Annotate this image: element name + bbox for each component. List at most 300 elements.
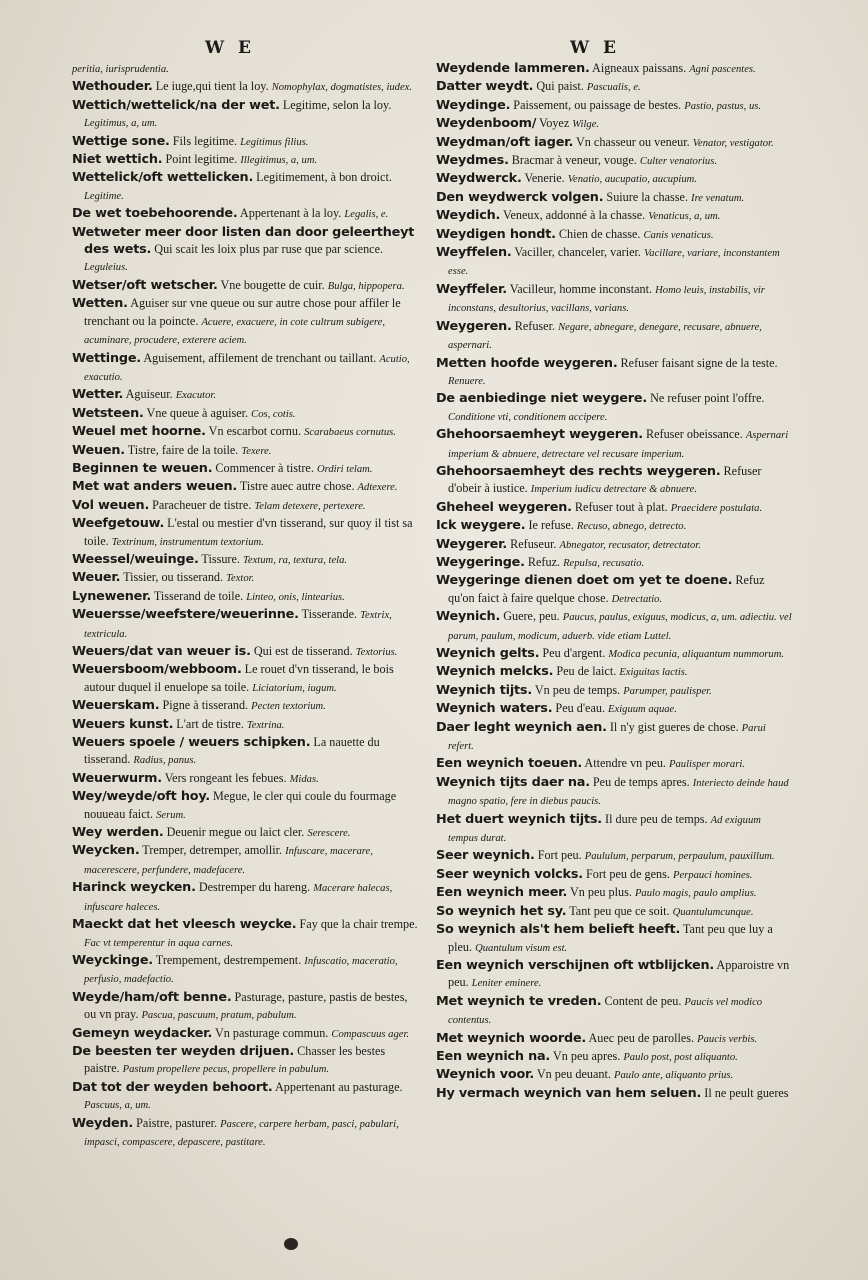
entry-headword: Wettinge. <box>72 350 141 366</box>
entry-headword: Weynich waters. <box>436 701 553 717</box>
dictionary-entry <box>72 169 422 205</box>
running-header-left: W E <box>205 38 255 58</box>
entry-french: Vne queue à aguiser. <box>143 405 252 420</box>
entry-headword: Weynich tijts daer na. <box>436 774 590 790</box>
entry-headword: Weygerer. <box>436 536 508 552</box>
dictionary-entry <box>72 350 422 387</box>
entry-headword: Hy vermach weynich van hem seluen. <box>436 1085 702 1101</box>
dictionary-entry <box>436 572 792 608</box>
entry-french: Tistre auec autre chose. <box>237 479 358 494</box>
entry-headword: Weynich melcks. <box>436 664 554 680</box>
entry-french: Vers rongeant les febues. <box>161 770 290 785</box>
entry-latin: Aspernari imperium & abnuere, detrectare vel recusare imperium. <box>448 430 789 460</box>
entry-latin: Exacutor. <box>175 390 216 402</box>
entry-headword: Wettelick/oft wettelicken. <box>72 170 254 186</box>
entry-headword: Weuerskam. <box>72 698 160 714</box>
entry-latin: Exiguitas lactis. <box>619 667 688 679</box>
entry-latin: Recuso, abnego, detrecto. <box>576 521 687 533</box>
entry-latin: Ire venatum. <box>691 192 745 204</box>
entry-french: Vn peu deuant. <box>534 1067 614 1082</box>
dictionary-entry <box>436 903 792 921</box>
entry-headword: Weyffelen. <box>436 245 512 261</box>
entry-latin: Textum, ra, textura, tela. <box>242 554 348 566</box>
entry-headword: Weydinge. <box>436 97 511 113</box>
dictionary-entry <box>436 993 792 1030</box>
entry-french: Tissier, ou tisserand. <box>120 570 227 585</box>
entry-french: Guere, peu. <box>500 609 563 624</box>
entry-latin: Ordiri telam. <box>316 463 373 475</box>
dictionary-entry <box>436 682 792 700</box>
entry-latin: Pastum propellere pecus, propellere in pabulum. <box>122 1064 330 1076</box>
entry-latin: Praecidere postulata. <box>670 502 763 514</box>
entry-headword: Weydenboom/ <box>436 116 537 132</box>
dictionary-entry <box>436 884 792 902</box>
entry-latin: Imperium iudicu detrectare & abnuere. <box>530 484 697 496</box>
entry-latin: Fac vt temperentur in aqua carnes. <box>84 937 234 949</box>
entry-latin: Midas. <box>289 773 319 785</box>
entry-latin: Venaticus, a, um. <box>648 211 721 223</box>
dictionary-entry <box>72 205 422 223</box>
entry-french: Ie refuse. <box>525 518 577 533</box>
entry-latin: Textorius. <box>355 647 398 658</box>
entry-headword: Weefgetouw. <box>72 516 165 532</box>
entry-french: Aigneaux paissans. <box>589 61 690 75</box>
entry-french: Appertenant à la loy. <box>237 206 345 221</box>
dictionary-entry <box>436 1030 792 1048</box>
dictionary-entry <box>72 460 422 478</box>
dictionary-entry <box>436 1048 792 1066</box>
entry-french: Vacilleur, homme inconstant. <box>506 281 656 296</box>
dictionary-entry <box>72 952 422 989</box>
entry-headword: Weuersse/weefstere/weuerinne. <box>72 607 299 623</box>
entry-latin: Paululum, perparum, perpaulum, pauxillum. <box>584 851 775 863</box>
entry-latin: Pascua, pascuum, pratum, pabulum. <box>141 1010 297 1022</box>
entry-french: Refuser d'obeir à iustice. <box>448 463 762 496</box>
entry-headword: Met weynich woorde. <box>436 1030 587 1046</box>
entry-latin: Quantulum visum est. <box>475 942 568 954</box>
dictionary-entry <box>436 115 792 133</box>
dictionary-entry <box>436 134 792 152</box>
entry-latin: Paulo ante, aliquanto prius. <box>614 1070 734 1082</box>
entry-french: Tissure. <box>198 551 243 566</box>
entry-french: Tisserande. <box>298 607 361 622</box>
entry-headword: Weycken. <box>72 843 140 859</box>
dictionary-entry <box>72 916 422 952</box>
dictionary-entry <box>72 277 422 295</box>
dictionary-entry <box>72 442 422 460</box>
dictionary-entry <box>436 390 792 426</box>
dictionary-entry <box>72 697 422 715</box>
entry-latin: Radius, panus. <box>133 755 197 767</box>
dictionary-entry <box>436 318 792 355</box>
entry-french: Fils legitime. <box>169 133 241 148</box>
dictionary-entry <box>436 426 792 463</box>
dictionary-entry <box>72 405 422 423</box>
entry-french: Deuenir megue ou laict cler. <box>163 825 308 840</box>
entry-latin: Illegitimus, a, um. <box>240 155 318 167</box>
dictionary-entry <box>436 189 792 207</box>
entry-headword: Weynich voor. <box>436 1067 534 1083</box>
entry-french: Paracheuer de tistre. <box>149 497 255 512</box>
dictionary-entry <box>436 152 792 170</box>
entry-latin: Nomophylax, dogmatistes, iudex. <box>271 82 413 94</box>
entry-headword: Beginnen te weuen. <box>72 460 213 476</box>
entry-french: Qui est de tisserand. <box>250 644 356 658</box>
dictionary-entry <box>72 588 422 606</box>
dictionary-entry <box>436 78 792 96</box>
dictionary-entry <box>72 60 422 78</box>
entry-french: Voyez <box>536 116 573 131</box>
entry-french: Suiure la chasse. <box>603 189 692 204</box>
dictionary-entry <box>72 606 422 643</box>
entry-french: Venerie. <box>521 171 568 186</box>
entry-headword: Een weynich meer. <box>436 885 568 901</box>
dictionary-entry <box>72 824 422 842</box>
entry-french: Refuser. <box>511 318 559 333</box>
entry-headword: Wettige sone. <box>72 133 170 149</box>
dictionary-entry <box>436 847 792 865</box>
entry-headword: Vol weuen. <box>72 497 150 513</box>
entry-latin: Interiecto deinde haud magno spatio, fere in diebus paucis. <box>448 777 789 808</box>
entry-latin: Compascuus ager. <box>331 1028 410 1040</box>
entry-french: Vn pasturage commun. <box>212 1025 332 1040</box>
entry-headword: Wetsteen. <box>72 405 144 421</box>
entry-headword: Weyden. <box>72 1115 134 1131</box>
dictionary-entry <box>72 1079 422 1115</box>
entry-latin: Paulisper morari. <box>669 759 745 771</box>
entry-headword: Een weynich toeuen. <box>436 756 583 772</box>
entry-french: Tremper, detremper, amollir. <box>139 843 286 858</box>
entry-latin: Pastio, pastus, us. <box>684 100 762 112</box>
entry-latin: Pascuus, a, um. <box>84 1100 151 1112</box>
entry-latin: Perpauci homines. <box>672 869 753 881</box>
entry-french: Qui scait les loix plus par ruse que par science. <box>151 242 384 257</box>
dictionary-entry <box>436 1085 792 1103</box>
entry-headword: Weydwerck. <box>436 171 522 187</box>
entry-latin: Pecten textorium. <box>251 701 326 713</box>
dictionary-entry <box>72 842 422 879</box>
entry-headword: Harinck weycken. <box>72 880 196 896</box>
entry-latin: Textrix, textricula. <box>84 610 392 640</box>
entry-latin: Agni pascentes. <box>689 64 756 75</box>
entry-french: Attendre vn peu. <box>582 756 670 771</box>
dictionary-entry <box>436 719 792 756</box>
entry-french: Destremper du hareng. <box>195 880 314 895</box>
entry-latin: Legalis, e. <box>344 209 389 221</box>
entry-latin: Paucis verbis. <box>697 1033 758 1045</box>
entry-latin: Scarabaeus cornutus. <box>304 427 396 439</box>
entry-headword: Weydigen hondt. <box>436 226 556 242</box>
entry-french: Il n'y gist gueres de chose. <box>606 719 742 734</box>
dictionary-entry <box>436 281 792 318</box>
entry-headword: Weygeringe. <box>436 554 525 570</box>
entry-french: Aguiseur. <box>123 387 176 402</box>
dictionary-entry <box>436 774 792 811</box>
entry-french: Le rouet d'vn tisserand, le bois autour duquel il enuelope sa toile. <box>84 662 394 694</box>
dictionary-entry <box>436 536 792 554</box>
dictionary-entry <box>72 515 422 551</box>
right-column <box>436 60 792 1103</box>
entry-french: Peu d'argent. <box>539 646 609 660</box>
entry-latin: Conditione vti, conditionem accipere. <box>448 411 608 423</box>
entry-latin: Leguleius. <box>84 262 128 274</box>
dictionary-entry <box>436 608 792 645</box>
entry-french: Refuseur. <box>507 536 560 551</box>
entry-french: Tant peu que ce soit. <box>566 903 673 918</box>
entry-french: Qui paist. <box>533 79 587 94</box>
dictionary-entry <box>436 957 792 993</box>
dictionary-entry <box>72 879 422 916</box>
entry-french: Refuz qu'on faict à faire quelque chose. <box>448 573 765 605</box>
entry-headword: Weynich tijts. <box>436 682 533 698</box>
entry-headword: De beesten ter weyden drijuen. <box>72 1043 295 1059</box>
entry-french: Megue, le cler qui coule du fourmage nouueau faict. <box>84 789 397 821</box>
entry-headword: Wey werden. <box>72 825 164 841</box>
entry-french: Vaciller, chanceler, varier. <box>511 245 644 260</box>
page-ornament-icon <box>284 1238 298 1250</box>
entry-headword: Weuel met hoorne. <box>72 424 206 440</box>
dictionary-entry <box>72 78 422 96</box>
entry-french: Refuz. <box>524 554 564 569</box>
dictionary-entry <box>436 645 792 663</box>
dictionary-entry <box>72 643 422 661</box>
entry-french: Le iuge,qui tient la loy. <box>152 79 272 94</box>
dictionary-entry <box>72 716 422 734</box>
entry-headword: Daer leght weynich aen. <box>436 719 607 735</box>
dictionary-entry <box>72 569 422 587</box>
entry-headword: Weuerwurm. <box>72 770 162 786</box>
entry-latin: Paucus, paulus, exiguus, modicus, a, um. adiectiu. vel parum, paulum, modicum, aduerb. vide etiam Luttel. <box>448 612 792 642</box>
entry-french: Vn peu de temps. <box>532 682 624 697</box>
entry-latin: Cos, cotis. <box>251 408 296 420</box>
entry-french: Vn chasseur ou veneur. <box>573 134 693 149</box>
entry-headword: Weuen. <box>72 442 125 458</box>
entry-headword: Wethouder. <box>72 79 153 95</box>
entry-french: Pasturage, pasture, pastis de bestes, ou vn pray. <box>84 989 408 1022</box>
dictionary-entry <box>72 770 422 788</box>
entry-latin: Canis venaticus. <box>643 229 714 241</box>
entry-latin: Paulo post, post aliquanto. <box>623 1051 738 1063</box>
entry-latin: Renuere. <box>448 375 486 387</box>
entry-latin: Parui refert. <box>448 722 766 753</box>
entry-french: Chasser les bestes paistre. <box>84 1043 386 1076</box>
entry-french: Apparoistre vn peu. <box>448 957 790 990</box>
entry-headword: Weuers kunst. <box>72 716 174 732</box>
entry-headword: Weessel/weuinge. <box>72 551 199 567</box>
entry-headword: Weygeringe dienen doet om yet te doene. <box>436 573 733 589</box>
entry-headword: Lynewener. <box>72 588 152 604</box>
entry-french: Fort peu de gens. <box>582 866 673 881</box>
dictionary-entry <box>436 60 792 78</box>
entry-french: Aguisement, affilement de trenchant ou taillant. <box>140 350 380 365</box>
entry-french: Peu de temps apres. <box>589 774 693 789</box>
entry-latin: Serescere. <box>307 828 351 840</box>
entry-latin: Quantulumcunque. <box>672 906 754 918</box>
dictionary-entry <box>436 921 792 957</box>
entry-french: Veneux, addonné à la chasse. <box>500 208 649 223</box>
entry-latin: peritia, iurisprudentia. <box>72 64 169 75</box>
entry-french: Paistre, pasturer. <box>133 1115 221 1130</box>
dictionary-entry <box>72 97 422 133</box>
entry-headword: Ick weygere. <box>436 518 526 534</box>
entry-french: Refuser tout à plat. <box>571 499 671 514</box>
entry-latin: Exiguum aquae. <box>608 704 677 716</box>
dictionary-entry <box>72 478 422 496</box>
entry-latin: Ad exiguum tempus durat. <box>448 814 761 845</box>
entry-latin: Repulsa, recusatio. <box>563 557 645 569</box>
entry-french: Auec peu de parolles. <box>586 1030 698 1045</box>
running-header-right: W E <box>570 38 620 58</box>
dictionary-entry <box>72 989 422 1025</box>
entry-latin: Modica pecunia, aliquantum nummorum. <box>608 649 785 660</box>
entry-latin: Bulga, hippopera. <box>327 280 405 292</box>
entry-headword: Wetter. <box>72 387 124 403</box>
entry-headword: Datter weydt. <box>436 79 534 95</box>
dictionary-entry <box>436 355 792 391</box>
entry-headword: Weuers/dat van weuer is. <box>72 644 251 659</box>
entry-latin: Detrectatio. <box>611 593 663 605</box>
entry-latin: Macerare halecas, infuscare haleces. <box>84 883 393 913</box>
entry-latin: Culter venatorius. <box>639 156 717 168</box>
entry-headword: Weuersboom/webboom. <box>72 662 242 678</box>
dictionary-entry <box>436 866 792 884</box>
dictionary-entry <box>72 133 422 151</box>
entry-french: Bracmar à veneur, vouge. <box>508 153 640 168</box>
entry-french: Il ne peult gueres <box>701 1085 789 1100</box>
entry-headword: Weydman/oft iager. <box>436 134 574 150</box>
dictionary-entry <box>436 207 792 225</box>
dictionary-entry <box>436 499 792 517</box>
entry-french: L'estal ou mestier d'vn tisserand, sur quoy il tist sa toile. <box>84 516 413 548</box>
entry-latin: Legitimus, a, um. <box>84 118 158 130</box>
entry-headword: Ghehoorsaemheyt weygeren. <box>436 427 643 443</box>
entry-headword: Het duert weynich tijts. <box>436 811 602 827</box>
entry-headword: Met wat anders weuen. <box>72 479 238 495</box>
entry-headword: Wetser/oft wetscher. <box>72 277 218 293</box>
entry-headword: Seer weynich. <box>436 848 535 864</box>
entry-latin: Adtexere. <box>357 482 398 494</box>
entry-headword: Weyde/ham/oft benne. <box>72 989 232 1005</box>
entry-latin: Pascualis, e. <box>586 82 641 94</box>
entry-latin: Acutio, exacutio. <box>84 353 410 383</box>
entry-headword: Gheheel weygeren. <box>436 499 572 515</box>
entry-french: Refuser obeissance. <box>642 427 746 442</box>
entry-headword: Dat tot der weyden behoort. <box>72 1079 273 1095</box>
entry-headword: Wetweter meer door listen dan door geleertheyt des wets. <box>72 224 415 258</box>
dictionary-entry <box>436 700 792 718</box>
entry-french: Chien de chasse. <box>555 226 644 241</box>
entry-latin: Vacillare, variare, inconstantem esse. <box>448 248 780 278</box>
entry-french: Tant peu que luy a pleu. <box>448 922 773 954</box>
dictionary-entry <box>436 244 792 281</box>
dictionary-entry <box>72 788 422 824</box>
entry-french: Aguiser sur vne queue ou sur autre chose pour affiler le trenchant ou la poincte. <box>84 296 401 328</box>
entry-latin: Pascere, carpere herbam, pasci, pabulari, impasci, compascere, depascere, pastitare. <box>84 1118 399 1148</box>
entry-latin: Paucis vel modico contentus. <box>448 996 763 1027</box>
entry-french: Appertenant au pasturage. <box>272 1079 403 1094</box>
dictionary-entry <box>436 463 792 499</box>
entry-french: Vn escarbot cornu. <box>205 424 305 439</box>
dictionary-entry <box>436 170 792 188</box>
entry-headword: Een weynich verschijnen oft wtblijcken. <box>436 957 715 973</box>
dictionary-entry <box>436 1066 792 1084</box>
entry-french: Content de peu. <box>601 993 685 1008</box>
entry-headword: So weynich het sy. <box>436 903 567 919</box>
dictionary-entry <box>72 661 422 697</box>
entry-french: Peu d'eau. <box>552 701 609 716</box>
entry-headword: Wetten. <box>72 296 128 312</box>
dictionary-entry <box>72 1025 422 1043</box>
entry-french: La nauette du tisserand. <box>84 735 380 767</box>
entry-headword: Weyckinge. <box>72 952 153 968</box>
entry-headword: So weynich als't hem belieft heeft. <box>436 922 681 938</box>
dictionary-entry <box>436 663 792 681</box>
entry-headword: Den weydwerck volgen. <box>436 189 604 205</box>
dictionary-entry <box>436 755 792 773</box>
entry-headword: De aenbiedinge niet weygere. <box>436 391 648 407</box>
entry-french: Il dure peu de temps. <box>601 811 711 826</box>
entry-french: Paissement, ou paissage de bestes. <box>510 97 685 112</box>
dictionary-entry <box>436 226 792 244</box>
entry-french: Tistre, faire de la toile. <box>124 442 242 457</box>
entry-latin: Textrinum, instrumentum textorium. <box>111 536 264 548</box>
dictionary-entry <box>436 554 792 572</box>
entry-latin: Leniter eminere. <box>471 978 542 990</box>
entry-headword: Weyffeler. <box>436 281 507 297</box>
entry-latin: Liciatorium, iugum. <box>252 682 337 694</box>
entry-french: Fort peu. <box>534 848 585 863</box>
entry-french: L'art de tistre. <box>173 716 247 731</box>
entry-latin: Serum. <box>156 809 186 821</box>
entry-headword: Wey/weyde/oft hoy. <box>72 789 210 805</box>
entry-headword: Weuer. <box>72 570 121 586</box>
entry-latin: Wilge. <box>572 119 600 131</box>
entry-headword: De wet toebehoorende. <box>72 206 238 222</box>
entry-headword: Weydende lammeren. <box>436 61 590 76</box>
entry-headword: Niet wettich. <box>72 152 163 168</box>
entry-latin: Homo leuis, instabilis, vir inconstans, desultorius, vacillans, varians. <box>448 284 765 315</box>
entry-headword: Met weynich te vreden. <box>436 993 602 1009</box>
entry-latin: Legitimus filius. <box>240 136 309 148</box>
entry-french: Vn peu apres. <box>550 1048 624 1063</box>
entry-latin: Abnegator, recusator, detrectator. <box>559 539 701 551</box>
entry-headword: Metten hoofde weygeren. <box>436 355 618 371</box>
dictionary-entry <box>72 734 422 770</box>
entry-latin: Venator, vestigator. <box>692 137 774 149</box>
dictionary-entry <box>72 224 422 277</box>
entry-french: Vne bougette de cuir. <box>217 277 328 292</box>
entry-headword: Gemeyn weydacker. <box>72 1025 213 1041</box>
entry-headword: Weynich. <box>436 609 501 625</box>
entry-latin: Infuscatio, maceratio, perfusio, madefactio. <box>84 955 398 986</box>
dictionary-entry <box>72 1043 422 1079</box>
entry-french: Tisserand de toile. <box>151 588 247 603</box>
entry-headword: Weygeren. <box>436 318 512 334</box>
entry-latin: Telam detexere, pertexere. <box>254 500 366 512</box>
entry-latin: Texere. <box>241 445 272 457</box>
entry-latin: Legitime. <box>84 190 124 202</box>
entry-headword: Weuers spoele / weuers schipken. <box>72 735 311 751</box>
entry-latin: Textrina. <box>246 719 285 731</box>
entry-latin: Venatio, aucupatio, aucupium. <box>567 174 697 186</box>
entry-french: Refuser faisant signe de la teste. <box>617 355 778 370</box>
entry-headword: Weynich gelts. <box>436 646 540 661</box>
entry-french: Trempement, destrempement. <box>152 952 305 967</box>
entry-latin: Textor. <box>226 573 255 585</box>
entry-headword: Weydich. <box>436 208 501 224</box>
left-column <box>72 60 422 1151</box>
entry-latin: Acuere, exacuere, in cote cultrum subigere, acuminare, procudere, exterere aciem. <box>84 316 385 347</box>
